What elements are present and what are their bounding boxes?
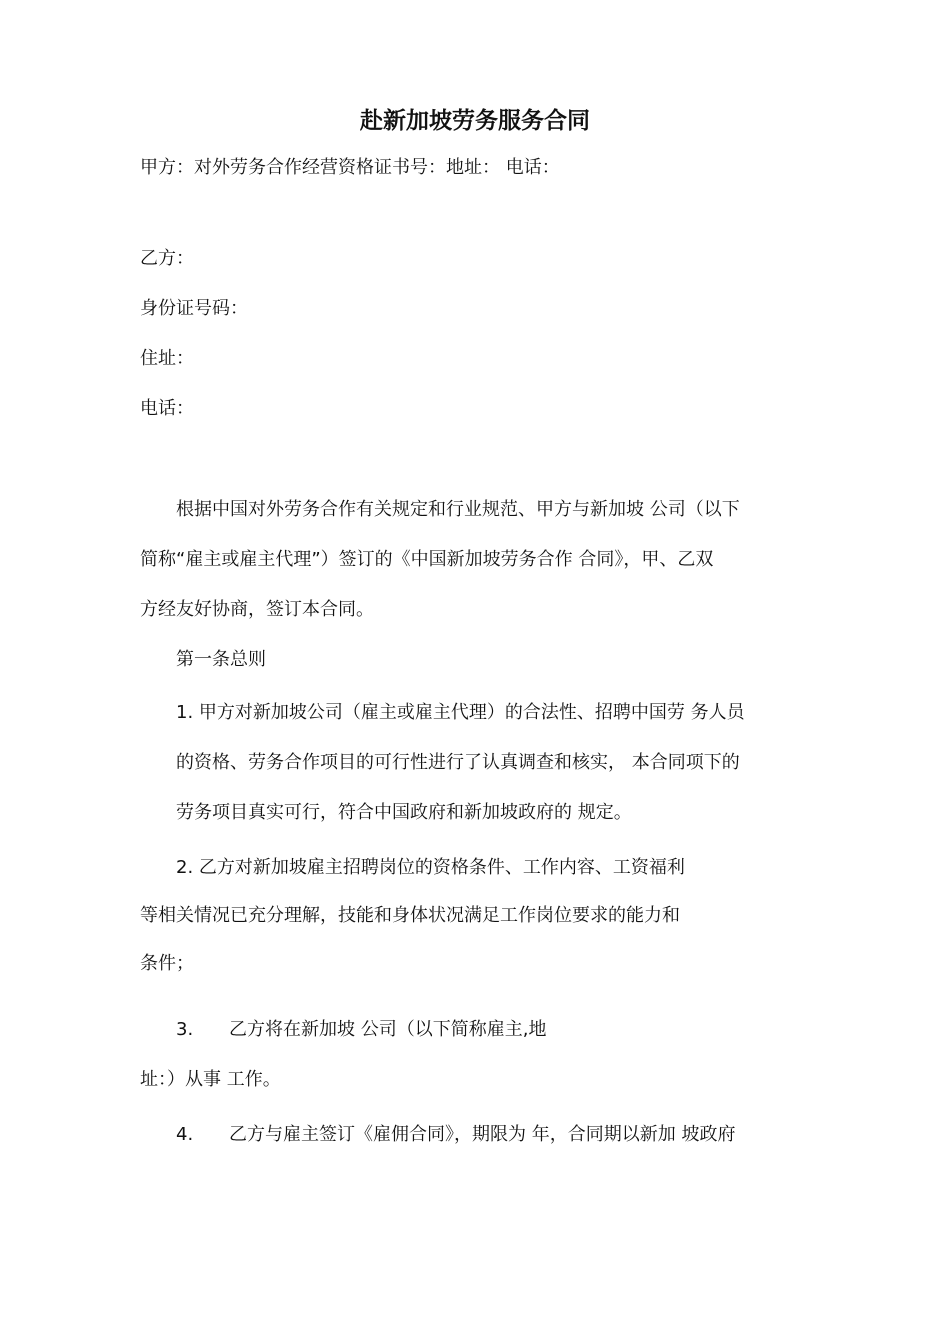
document-title: 赴新加坡劳务服务合同 <box>360 108 590 134</box>
clause-4-number: 4. <box>176 1124 194 1145</box>
clause-1-line-2: 的资格、劳务合作项目的可行性进行了认真调查和核实， 本合同项下的 <box>176 752 740 773</box>
clause-2-line-1: 2. 乙方对新加坡雇主招聘岗位的资格条件、工作内容、工资福利 <box>176 857 685 878</box>
intro-line-1: 根据中国对外劳务合作有关规定和行业规范、甲方与新加坡 公司（以下 <box>176 499 740 520</box>
address-line: 住址： <box>140 348 194 369</box>
clause-4-line-1: 乙方与雇主签订《雇佣合同》，期限为 年，合同期以新加 坡政府 <box>229 1124 736 1145</box>
clause-1-line-3: 劳务项目真实可行，符合中国政府和新加坡政府的 规定。 <box>176 802 632 823</box>
intro-line-2: 简称“雇主或雇主代理”）签订的《中国新加坡劳务合作 合同》，甲、乙双 <box>140 549 714 570</box>
clause-2-line-3: 条件； <box>140 953 194 974</box>
clause-3-number: 3. <box>176 1019 194 1040</box>
clause-2-line-2: 等相关情况已充分理解，技能和身体状况满足工作岗位要求的能力和 <box>140 905 680 926</box>
intro-line-3: 方经友好协商，签订本合同。 <box>140 599 374 620</box>
id-number-line: 身份证号码： <box>140 298 248 319</box>
clause-1-line-1: 1. 甲方对新加坡公司（雇主或雇主代理）的合法性、招聘中国劳 务人员 <box>176 702 745 723</box>
phone-line: 电话： <box>140 398 194 419</box>
party-b-line: 乙方： <box>140 248 194 269</box>
clause-3-line-2: 址：）从事 工作。 <box>140 1069 281 1090</box>
party-a-line: 甲方：对外劳务合作经营资格证书号：地址： 电话： <box>140 157 560 178</box>
article-1-heading: 第一条总则 <box>176 649 266 670</box>
clause-3-line-1: 乙方将在新加坡 公司（以下简称雇主,地 <box>229 1019 547 1040</box>
